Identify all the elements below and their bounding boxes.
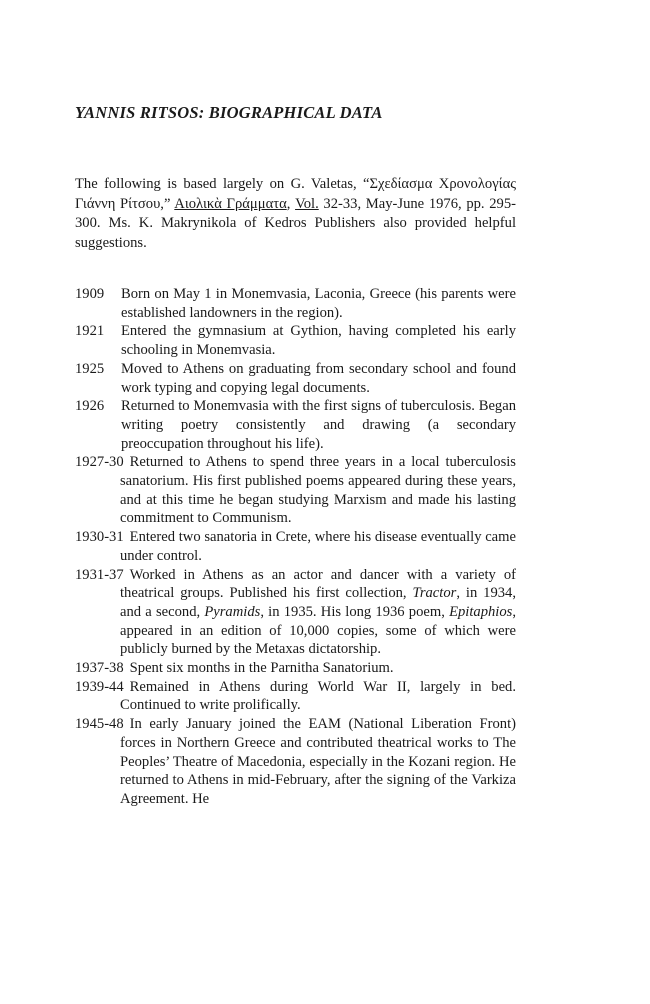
entry-year: 1931-37 — [75, 566, 124, 583]
entry-text: Returned to Athens to spend three years in a local tuberculosis sanatorium. His first published poems appeared during these years, and at this time he began studying Marxism and made his lasting commitment to Communism. — [120, 454, 516, 527]
book-title-epitaphios: Epitaphios — [449, 603, 513, 620]
entry-text-part: , in 1934, and a second, — [120, 585, 516, 620]
intro-text-start: The following is based largely on G. Valetas, “Σχεδίασμα Χρονολογίας Γιάννη Ρίτσου,” — [75, 176, 516, 212]
chronology-entry-1945-48 — [75, 715, 516, 809]
entry-text: Remained in Athens during World War II, largely in bed. Continued to write prolifically. — [120, 678, 516, 714]
journal-title: Αιολικὰ Γράμματα — [174, 195, 287, 212]
book-title-tractor: Tractor — [412, 585, 457, 602]
entry-year: 1937-38 — [75, 660, 124, 677]
chronology-list — [75, 285, 516, 809]
page-title: YANNIS RITSOS: BIOGRAPHICAL DATA — [75, 103, 383, 122]
entry-text: Born on May 1 in Monemvasia, Laconia, Greece (his parents were established landowners in the region). — [121, 286, 516, 321]
entry-year: 1921 — [75, 323, 105, 340]
entry-year: 1945-48 — [75, 716, 124, 733]
entry-year: 1926 — [75, 398, 105, 415]
entry-text: Entered the gymnasium at Gythion, having completed his early schooling in Monemvasia. — [121, 323, 516, 359]
intro-paragraph — [75, 175, 516, 253]
chronology-entry-1939-44 — [75, 678, 516, 715]
entry-year: 1925 — [75, 360, 105, 377]
entry-text: Spent six months in the Parnitha Sanatorium. — [129, 660, 394, 677]
chronology-entry-1937-38 — [75, 659, 516, 678]
entry-year: 1930-31 — [75, 529, 124, 546]
entry-text: Moved to Athens on graduating from secondary school and found work typing and copying legal documents. — [121, 360, 516, 396]
entry-text: Entered two sanatoria in Crete, where his disease eventually came under control. — [120, 529, 516, 564]
book-title-pyramids: Pyramids — [204, 603, 261, 620]
volume-label: Vol. — [295, 195, 319, 212]
chronology-entry-1921 — [75, 322, 516, 359]
chronology-entry-1926 — [75, 397, 516, 453]
entry-text: Returned to Monemvasia with the first signs of tuberculosis. Began writing poetry consistently and drawing (a secondary preoccupation throughout his life). — [121, 398, 516, 452]
entry-text-part: , in 1935. His long 1936 poem, — [260, 603, 450, 620]
entry-text-part: , appeared in an edition of 10,000 copies, some of which were publicly burned by the Metaxas dictatorship. — [120, 603, 516, 658]
entry-year: 1909 — [75, 286, 105, 302]
entry-year: 1927-30 — [75, 454, 124, 471]
chronology-entry-1931-37 — [75, 566, 516, 660]
intro-text-end: 32-33, May-June 1976, pp. 295-300. Ms. K. Makrynikola of Kedros Publishers also provided helpful suggestions. — [75, 195, 516, 251]
entry-text-part: Worked in Athens as an actor and dancer with a variety of theatrical groups. Published his first collection, — [120, 566, 516, 602]
chronology-entry-1927-30 — [75, 453, 516, 528]
entry-text: In early January joined the EAM (National Liberation Front) forces in Northern Greece and contributed theatrical works to The Peoples’ Theatre of Macedonia, especially in the Kozani region. He returned to Athens in mid-February, after the signing of the Varkiza Agreement. He — [120, 716, 516, 807]
chronology-entry-1925 — [75, 360, 516, 397]
entry-year: 1939-44 — [75, 678, 124, 695]
chronology-entry-1930-31 — [75, 528, 516, 565]
intro-separator: , — [286, 195, 296, 212]
chronology-entry-1909 — [75, 285, 516, 322]
